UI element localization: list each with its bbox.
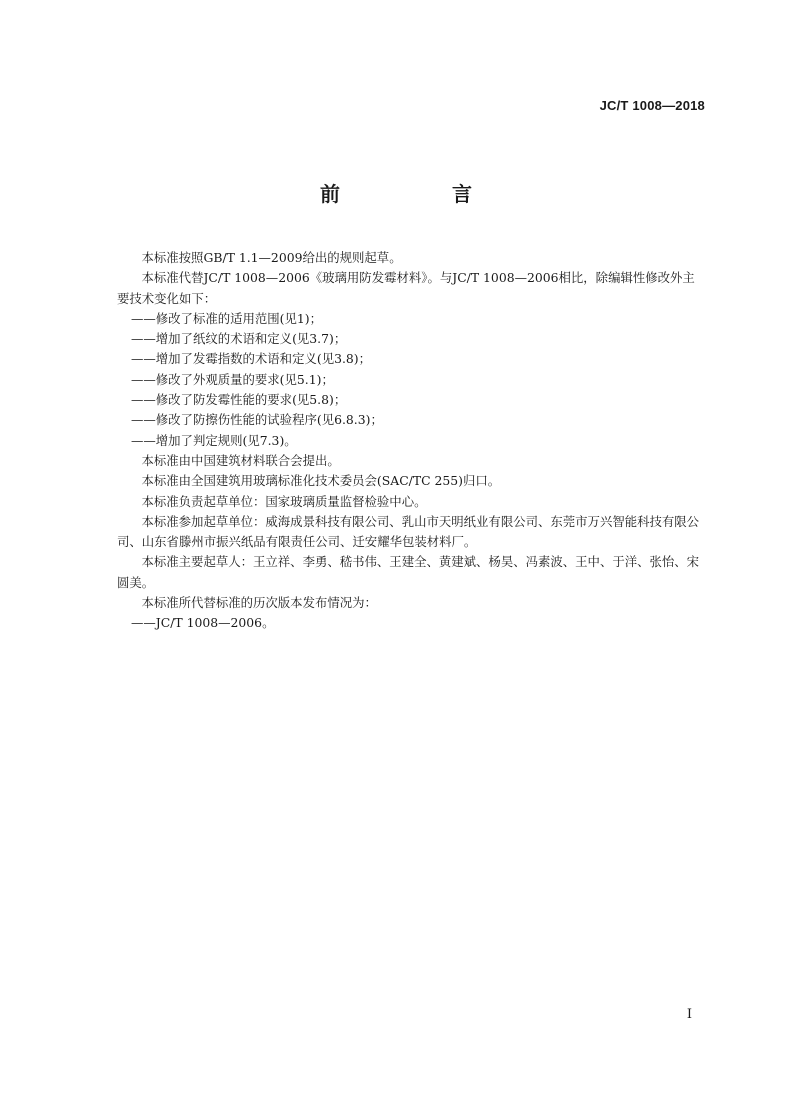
paragraph-proposed-by: 本标准由中国建筑材料联合会提出。 <box>141 452 340 468</box>
change-item: ——修改了防擦伤性能的试验程序(见6.8.3)； <box>131 412 383 428</box>
foreword-body <box>117 248 707 634</box>
change-item: ——增加了判定规则(见7.3)。 <box>131 432 297 448</box>
paragraph-replacement: 本标准代替JC/T 1008—2006《玻璃用防发霉材料》。与JC/T 1008—2006相比，除编辑性修改外主要技术变化如下： <box>117 270 695 306</box>
history-item: ——JC/T 1008—2006。 <box>131 615 275 631</box>
standard-number: JC/T 1008—2018 <box>599 98 705 113</box>
paragraph-history: 本标准所代替标准的历次版本发布情况为： <box>141 595 377 611</box>
paragraph-drafting-rules: 本标准按照GB/T 1.1—2009给出的规则起草。 <box>141 250 402 265</box>
paragraph-centralized-by: 本标准由全国建筑用玻璃标准化技术委员会(SAC/TC 255)归口。 <box>141 473 501 489</box>
change-item: ——增加了纸纹的术语和定义(见3.7)； <box>131 331 347 347</box>
change-item: ——修改了外观质量的要求(见5.1)； <box>131 371 334 387</box>
change-item: ——修改了标准的适用范围(见1)； <box>131 310 323 326</box>
change-item: ——修改了防发霉性能的要求(见5.8)； <box>131 392 347 408</box>
paragraph-participating-units: 本标准参加起草单位：威海成景科技有限公司、乳山市天明纸业有限公司、东莞市万兴智能科技有限公司、山东省滕州市振兴纸品有限责任公司、迁安耀华包装材料厂。 <box>117 513 700 550</box>
page-number: I <box>686 1007 692 1022</box>
change-item: ——增加了发霉指数的术语和定义(见3.8)； <box>131 351 372 367</box>
paragraph-responsible-unit: 本标准负责起草单位：国家玻璃质量监督检验中心。 <box>141 493 427 509</box>
paragraph-drafters: 本标准主要起草人：王立祥、李勇、嵇书伟、王建全、黄建斌、杨昊、冯素波、王中、于洋、张怡、宋圆美。 <box>117 554 700 590</box>
page-title: 前 言 <box>320 182 518 206</box>
